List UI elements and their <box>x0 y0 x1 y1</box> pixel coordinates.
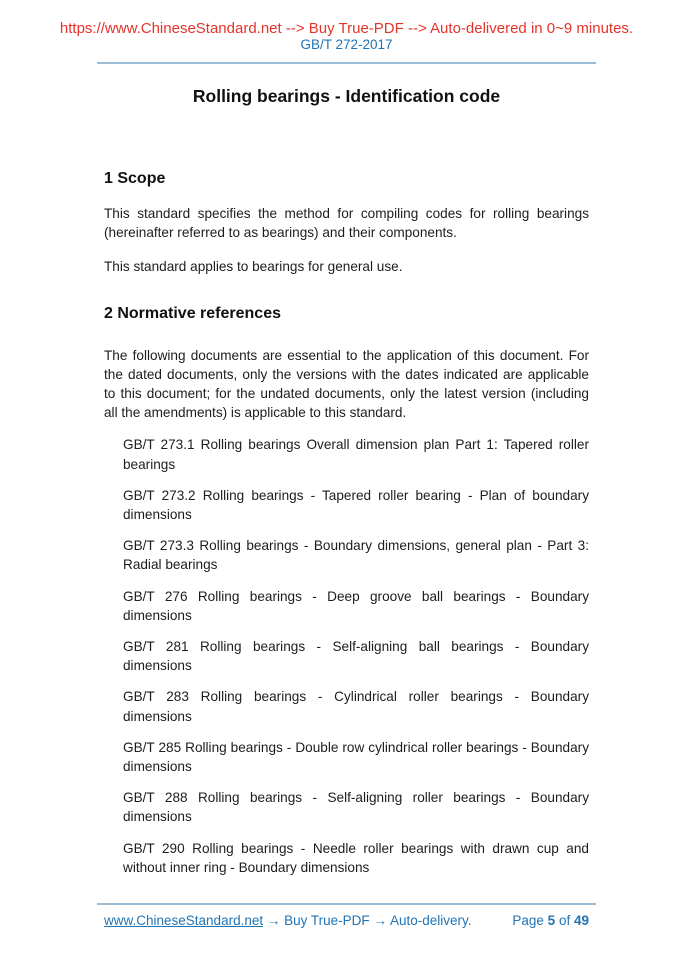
section-heading-scope: 1 Scope <box>104 170 166 187</box>
footer-site-link[interactable]: www.ChineseStandard.net <box>104 913 264 928</box>
of-label: of <box>558 913 571 928</box>
current-page-number: 5 <box>547 913 556 928</box>
reference-item: GB/T 285 Rolling bearings - Double row cylindrical roller bearings - Boundary dimensions <box>123 739 589 775</box>
reference-item: GB/T 283 Rolling bearings - Cylindrical roller bearings - Boundary dimensions <box>123 689 589 724</box>
reference-item: GB/T 273.1 Rolling bearings Overall dimension plan Part 1: Tapered roller bearings <box>123 437 589 472</box>
document-body <box>104 169 589 877</box>
paragraph: This standard applies to bearings for general use. <box>104 259 403 275</box>
document-title: Rolling bearings - Identification code <box>192 86 501 106</box>
reference-item: GB/T 273.2 Rolling bearings - Tapered roller bearing - Plan of boundary dimensions <box>123 487 589 523</box>
page-indicator <box>512 913 589 929</box>
standard-code-label: GB/T 272-2017 <box>300 37 393 52</box>
total-page-number: 49 <box>573 913 589 928</box>
paragraph: The following documents are essential to the application of this document. For the dated documents, only the versions with the dates indicated are applicable to this document; for the undated documents, only the latest version (including all the amendments) is applicable to this standard. <box>104 347 589 421</box>
section-heading-normative-references: 2 Normative references <box>104 304 281 322</box>
reference-item: GB/T 290 Rolling bearings - Needle roller bearings with drawn cup and without inner ring - Boundary dimensions <box>123 840 589 875</box>
paragraph: This standard specifies the method for compiling codes for rolling bearings (hereinafter referred to as bearings) and their components. <box>104 206 589 241</box>
reference-item: GB/T 288 Rolling bearings - Self-aligning roller bearings - Boundary dimensions <box>123 790 589 825</box>
header-divider <box>97 62 596 64</box>
reference-item: GB/T 273.3 Rolling bearings - Boundary dimensions, general plan - Part 3: Radial bearings <box>123 538 589 573</box>
reference-list <box>123 435 589 877</box>
footer-buy-label: Buy True-PDF <box>284 913 370 928</box>
page-footer <box>97 903 596 929</box>
reference-item: GB/T 276 Rolling bearings - Deep groove ball bearings - Boundary dimensions <box>123 588 589 623</box>
page-label: Page <box>512 913 544 928</box>
arrow-right-icon: → <box>266 913 281 928</box>
footer-delivery-label: Auto-delivery. <box>389 913 472 928</box>
reference-item: GB/T 281 Rolling bearings - Self-aligning ball bearings - Boundary dimensions <box>123 639 589 674</box>
arrow-right-icon: → <box>373 913 387 928</box>
promo-banner-link[interactable]: https://www.ChineseStandard.net --> Buy True-PDF --> Auto-delivered in 0~9 minutes. <box>59 20 634 37</box>
footer-promo <box>104 913 471 929</box>
page-header <box>0 0 693 52</box>
